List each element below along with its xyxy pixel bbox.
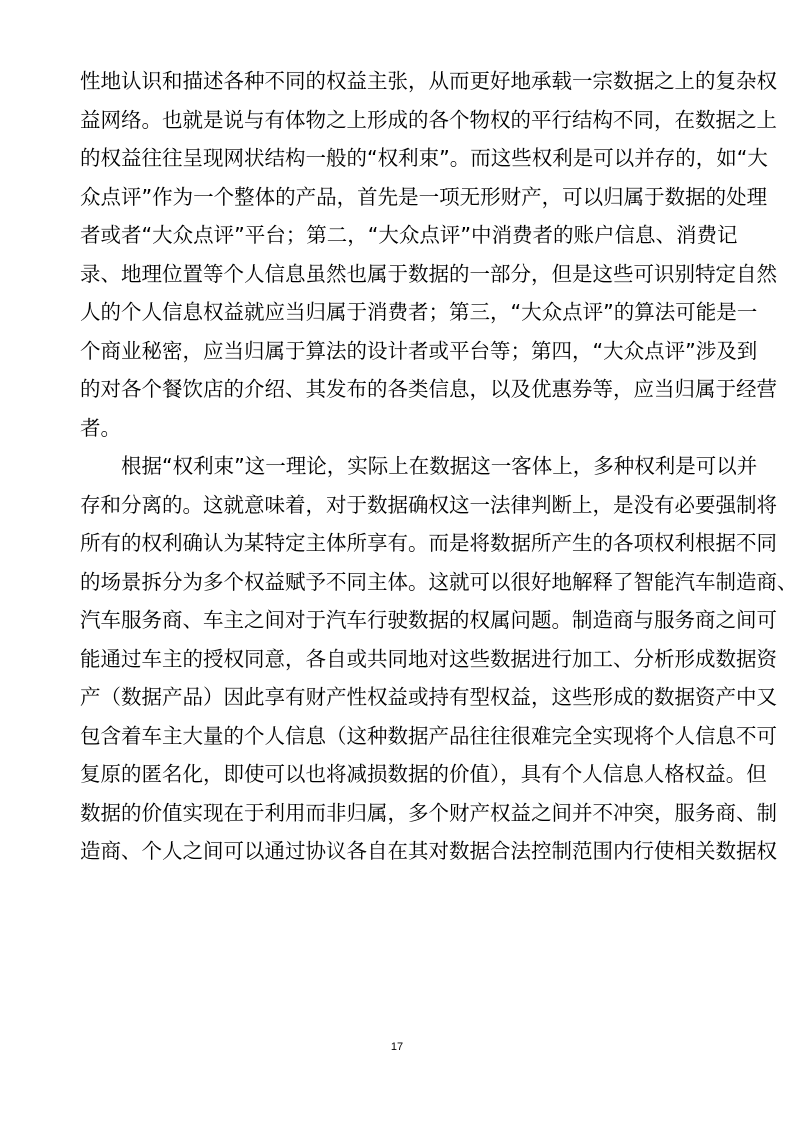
text-line: 性地认识和描述各种不同的权益主张，从而更好地承载一宗数据之上的复杂权 [80, 69, 777, 93]
text-line: 的对各个餐饮店的介绍、其发布的各类信息，以及优惠券等，应当归属于经营 [80, 377, 777, 401]
text-line: 个商业秘密，应当归属于算法的设计者或平台等；第四，“大众点评”涉及到 [80, 338, 758, 363]
text-line: 产（数据产品）因此享有财产性权益或持有型权益，这些形成的数据资产中又 [80, 685, 777, 709]
page-number: 17 [390, 1041, 404, 1053]
text-line: 录、地理位置等个人信息虽然也属于数据的一部分，但是这些可识别特定自然 [80, 261, 777, 286]
text-line: 能通过车主的授权同意，各自或共同地对这些数据进行加工、分析形成数据资 [80, 646, 777, 671]
text-line: 造商、个人之间可以通过协议各自在其对数据合法控制范围内行使相关数据权 [80, 839, 777, 863]
text-line: 者。 [80, 415, 121, 440]
text-line: 汽车服务商、车主之间对于汽车行驶数据的权属问题。制造商与服务商之间可 [80, 608, 777, 632]
text-line: 包含着车主大量的个人信息（这种数据产品往往很难完全实现将个人信息不可 [80, 723, 777, 748]
text-line: 存和分离的。这就意味着，对于数据确权这一法律判断上，是没有必要强制将 [80, 492, 777, 517]
body-text [80, 62, 798, 871]
text-line: 众点评”作为一个整体的产品，首先是一项无形财产，可以归属于数据的处理 [80, 184, 768, 209]
text-line: 的场景拆分为多个权益赋予不同主体。这就可以很好地解释了智能汽车制造商、 [80, 569, 798, 594]
text-line: 的权益往往呈现网状结构一般的“权利束”。而这些权利是可以并存的，如“大 [80, 146, 768, 170]
text-line: 者或者“大众点评”平台；第二，“大众点评”中消费者的账户信息、消费记 [80, 223, 738, 247]
paragraph-first-line: 根据“权利束”这一理论，实际上在数据这一客体上，多种权利是可以并 [121, 454, 758, 478]
text-line: 所有的权利确认为某特定主体所享有。而是将数据所产生的各项权利根据不同 [80, 531, 777, 555]
text-line: 复原的匿名化，即使可以也将减损数据的价值），具有个人信息人格权益。但 [80, 762, 767, 786]
text-line: 益网络。也就是说与有体物之上形成的各个物权的平行结构不同，在数据之上 [80, 107, 777, 132]
text-line: 人的个人信息权益就应当归属于消费者；第三，“大众点评”的算法可能是一 [80, 300, 758, 324]
text-line: 数据的价值实现在于利用而非归属，多个财产权益之间并不冲突，服务商、制 [80, 800, 777, 825]
